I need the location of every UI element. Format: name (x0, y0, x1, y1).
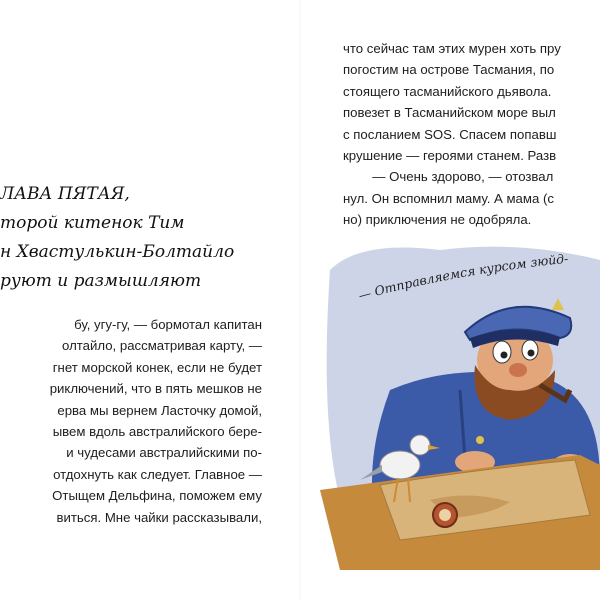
captain-illustration (320, 240, 600, 570)
text-line: гнет морской конек, если не будет (52, 359, 262, 375)
chapter-heading-line: н Хвастулькин-Болтайло (0, 242, 235, 262)
text-line: что сейчас там этих мурен хоть пру (343, 41, 561, 56)
text-line: с посланием SOS. Спасем попавш (343, 126, 557, 142)
text-line: и чудесами австралийскими по- (66, 445, 262, 461)
text-line: но) приключения не одобряла. (343, 212, 532, 228)
text-line: виться. Мне чайки рассказывали, (56, 509, 262, 525)
text-line: риключений, что в пять мешков не (49, 381, 262, 397)
chapter-heading-line: торой китенок Тим (0, 213, 185, 233)
text-line: погостим на острове Тасмания, по (343, 62, 555, 78)
left-body-text (0, 314, 262, 528)
chapter-heading-line: руют и размышляют (0, 271, 202, 291)
chapter-heading-line: ЛАВА ПЯТАЯ, (0, 184, 130, 204)
chapter-heading (0, 180, 300, 296)
text-line: бу, угу-гу, — бормотал капитан (74, 317, 262, 332)
right-body-text (343, 38, 600, 231)
text-line: повезет в Тасманийском море выл (343, 105, 556, 121)
seagull (380, 451, 420, 479)
text-line: — Очень здорово, — отозвал (343, 169, 554, 185)
text-line: ывем вдоль австралийского бере- (52, 424, 262, 440)
text-line: отдохнуть как следует. Главное — (53, 466, 262, 482)
text-line: Отыщем Дельфина, поможем ему (52, 488, 262, 504)
text-line: нул. Он вспомнил маму. А мама (с (343, 190, 554, 206)
text-line: ерва мы вернем Ласточку домой, (57, 402, 262, 418)
hat-banner-path: — Отправляемся курсом зюйд- (356, 250, 569, 303)
text-line: олтайло, рассматривая карту, — (62, 338, 262, 354)
text-line: стоящего тасманийского дьявола. (343, 83, 552, 99)
text-line: крушение — героями станем. Разв (343, 148, 557, 164)
